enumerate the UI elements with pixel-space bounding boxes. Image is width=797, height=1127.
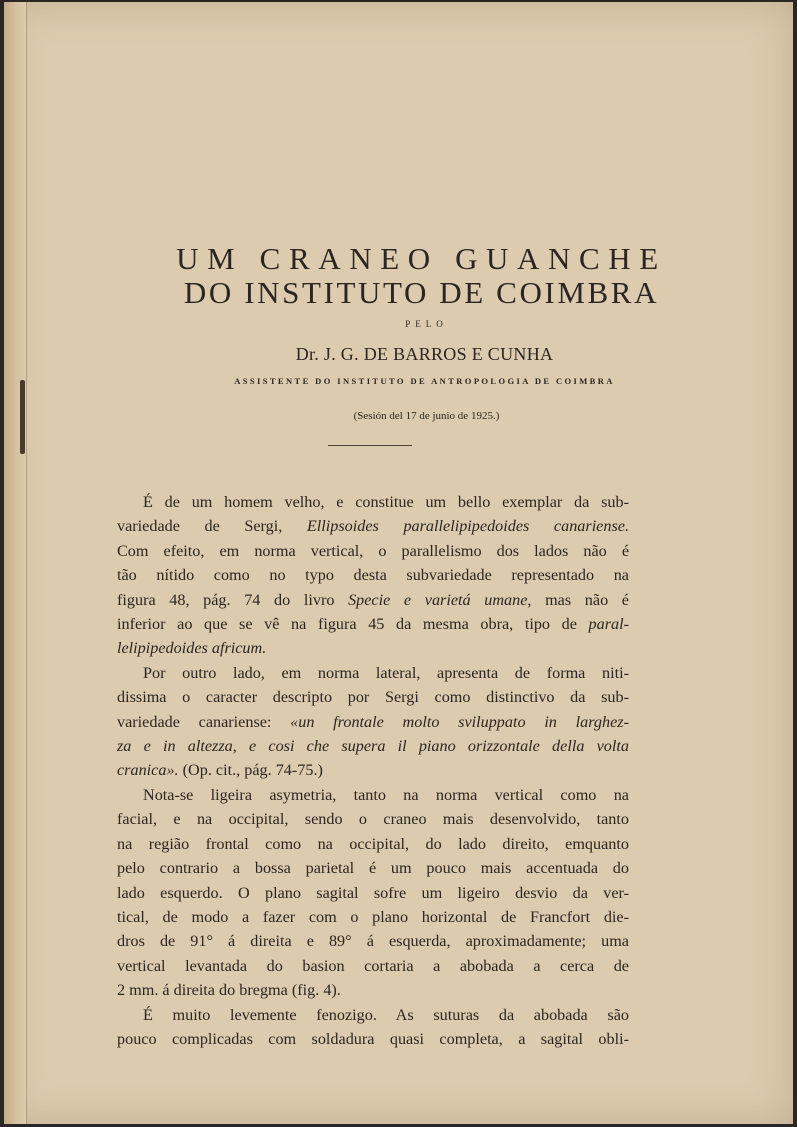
text-span: variedade de Sergi, <box>117 517 307 536</box>
text-line: tical, de modo a fazer com o plano horizontal de Francfort die- <box>117 907 629 926</box>
text-line: lado esquerdo. O plano sagital sofre um ligeiro desvio da ver- <box>117 883 629 902</box>
text-line <box>117 588 629 612</box>
body-text <box>117 490 629 1051</box>
text-span: figura 48, pág. 74 do livro <box>117 590 349 609</box>
session-date: (Sesión del 17 de junio de 1925.) <box>353 410 500 422</box>
text-line: vertical levantada do basion cortaria a abobada a cerca de <box>117 956 629 975</box>
text-span: inferior ao que se vê na figura 45 da mesma obra, tipo de <box>117 615 589 634</box>
text-line: pelo contrario a bossa parietal é um pouco mais accentuada do <box>117 859 629 878</box>
text-line: Por outro lado, em norma lateral, apresenta de forma niti- <box>143 663 629 682</box>
by-label: PELO <box>405 319 448 329</box>
divider-rule <box>328 445 412 446</box>
text-line <box>117 514 629 538</box>
title-line-2: DO INSTITUTO DE COIMBRA <box>183 275 660 310</box>
text-line: dissima o caracter descripto por Sergi como distinctivo da sub- <box>117 688 629 707</box>
author-affiliation: ASSISTENTE DO INSTITUTO DE ANTROPOLOGIA DE COIMBRA <box>234 376 615 386</box>
text-line: É muito levemente fenozigo. As suturas da abobada são <box>143 1005 629 1024</box>
text-line: lelipipedoides africum. <box>117 639 267 658</box>
text-line <box>117 612 629 636</box>
author-name: Dr. J. G. DE BARROS E CUNHA <box>295 344 554 364</box>
text-line: 2 mm. á direita do bregma (fig. 4). <box>117 981 341 1000</box>
text-line: facial, e na occipital, sendo o craneo mais desenvolvido, tanto <box>117 810 629 829</box>
text-span: variedade canariense: <box>117 712 291 731</box>
italic-span: Specie e varietá umane, <box>348 590 532 609</box>
binding-edge <box>4 2 26 1124</box>
text-line: na região frontal como na occipital, do lado direito, emquanto <box>117 834 629 853</box>
italic-span: cranica». <box>117 761 179 780</box>
text-line: dros de 91° á direita e 89° á esquerda, aproximadamente; uma <box>117 932 629 951</box>
italic-span: «un frontale molto sviluppato in larghez- <box>290 712 629 731</box>
text-line: za e in altezza, e cosi che supera il piano orizzontale della volta <box>117 737 629 756</box>
text-span: (Op. cit., pág. 74-75.) <box>178 761 323 780</box>
text-line: Nota-se ligeira asymetria, tanto na norma vertical como na <box>143 785 629 804</box>
text-line <box>117 710 629 734</box>
italic-span: Ellipsoides parallelipipedoides canariense. <box>306 517 629 536</box>
text-line: É de um homem velho, e constitue um bello exemplar da sub- <box>143 493 629 511</box>
title-line-1: UM CRANEO GUANCHE <box>176 241 667 276</box>
italic-span: paral- <box>588 615 629 634</box>
text-line: pouco complicadas com soldadura quasi completa, a sagital obli- <box>117 1029 629 1048</box>
page-crease <box>26 2 27 1124</box>
text-line: Com efeito, em norma vertical, o parallelismo dos lados não é <box>117 541 629 560</box>
text-span: mas não é <box>531 590 629 609</box>
text-line: tão nítido como no typo desta subvariedade representado na <box>117 566 629 585</box>
text-line <box>117 758 629 782</box>
